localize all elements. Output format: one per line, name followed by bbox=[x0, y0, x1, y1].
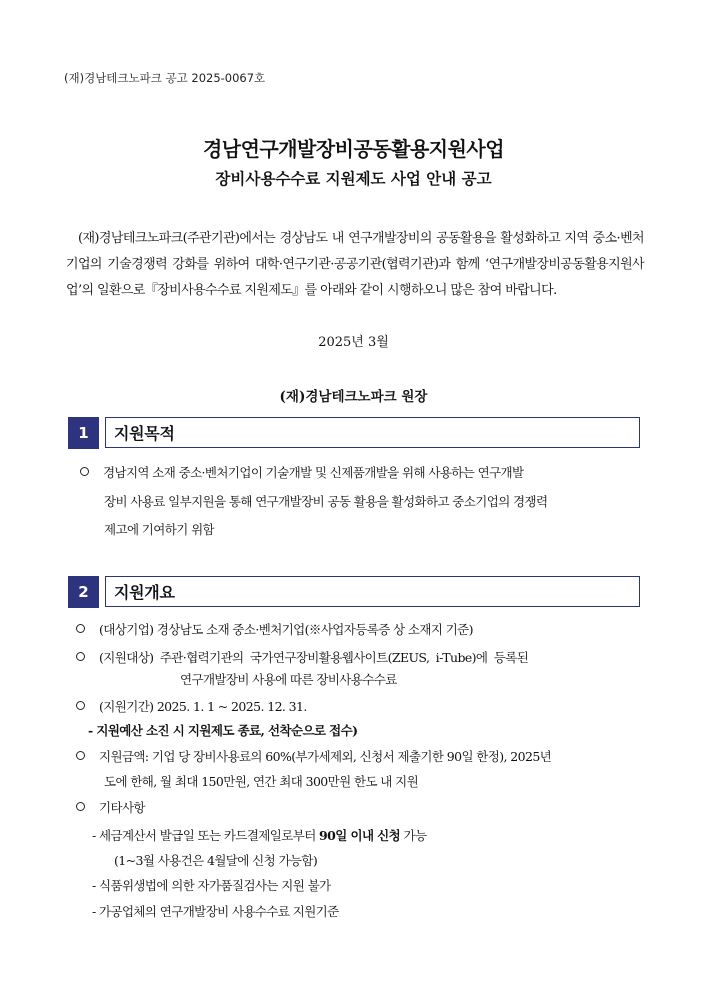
budget-note: - 지원예산 소진 시 지원제도 종료, 선착순으로 접수) bbox=[88, 723, 358, 738]
circle-bullet-icon bbox=[76, 624, 85, 633]
etc-item-1-prefix: - 세금계산서 발급일 또는 카드결제일로부터 bbox=[92, 828, 320, 843]
intro-paragraph: (재)경남테크노파크(주관기관)에서는 경상남도 내 연구개발장비의 공동활용을 활성화하고 지역 중소·벤처기업의 기술경쟁력 강화를 위하여 대학·연구기관·공공기관(협력기관)과 함께 ‘연구개발장비공동활용지원사업’의 일환으로『장비사용수수료 지원제도』를 아래와 같이 시행하오니 많은 참여 바랍니다. bbox=[66, 231, 644, 298]
issuing-organization: (재)경남테크노파크 원장 bbox=[279, 389, 428, 405]
circle-bullet-icon bbox=[80, 467, 89, 476]
page-subtitle: 장비사용수수료 지원제도 사업 안내 공고 bbox=[215, 169, 492, 188]
amount-bullet bbox=[76, 747, 551, 765]
purpose-line-1: 경남지역 소재 중소·벤처기업이 기술개발 및 신제품개발을 위해 사용하는 연구개발 bbox=[103, 465, 524, 480]
target-company-bullet bbox=[76, 620, 473, 638]
section-1-number: 1 bbox=[68, 417, 99, 449]
circle-bullet-icon bbox=[76, 701, 85, 710]
document-number: (재)경남테크노파크 공고 2025-0067호 bbox=[64, 71, 266, 85]
target-scope-line-1: (지원대상) 주관·협력기관의 국가연구장비활용웹사이트(ZEUS, i-Tube)에 등록된 bbox=[99, 650, 529, 665]
target-company-text: (대상기업) 경상남도 소재 중소·벤처기업(※사업자등록증 상 소재지 기준) bbox=[99, 622, 473, 637]
page-title: 경남연구개발장비공동활용지원사업 bbox=[202, 137, 505, 161]
circle-bullet-icon bbox=[76, 652, 85, 661]
announcement-date: 2025년 3월 bbox=[318, 335, 389, 350]
etc-item-1-deadline: 90일 이내 신청 bbox=[319, 828, 401, 843]
etc-item-2: - 식품위생법에 의한 자가품질검사는 지원 불가 bbox=[92, 878, 331, 893]
etc-bullet bbox=[76, 798, 145, 816]
etc-item-1-suffix: 가능 bbox=[400, 828, 427, 843]
purpose-line-3: 제고에 기여하기 위함 bbox=[104, 522, 215, 537]
etc-item-1-note: (1~3월 사용건은 4월달에 신청 가능함) bbox=[114, 853, 318, 868]
purpose-line-2: 장비 사용료 일부지원을 통해 연구개발장비 공동 활용을 활성화하고 중소기업의 경쟁력 bbox=[104, 494, 548, 509]
etc-label: 기타사항 bbox=[99, 800, 145, 815]
section-2-header bbox=[68, 576, 640, 608]
amount-line-2: 도에 한해, 월 최대 150만원, 연간 최대 300만원 한도 내 지원 bbox=[104, 774, 419, 789]
section-2-number: 2 bbox=[68, 576, 99, 608]
section-1-header bbox=[68, 417, 640, 449]
amount-line-1: 지원금액: 기업 당 장비사용료의 60%(부가세제외, 신청서 제출기한 90일 한정), 2025년 bbox=[99, 749, 552, 764]
circle-bullet-icon bbox=[76, 751, 85, 760]
circle-bullet-icon bbox=[76, 802, 85, 811]
etc-item-1 bbox=[92, 826, 426, 844]
section-2-title: 지원개요 bbox=[105, 576, 640, 607]
target-scope-line-2: 연구개발장비 사용에 따른 장비사용수수료 bbox=[180, 672, 397, 687]
section-1-title: 지원목적 bbox=[105, 417, 640, 448]
purpose-bullet bbox=[80, 463, 524, 481]
etc-item-3: - 가공업체의 연구개발장비 사용수수료 지원기준 bbox=[92, 904, 339, 919]
period-text: (지원기간) 2025. 1. 1 ~ 2025. 12. 31. bbox=[99, 699, 307, 714]
period-bullet bbox=[76, 697, 307, 715]
target-scope-bullet bbox=[76, 648, 528, 666]
